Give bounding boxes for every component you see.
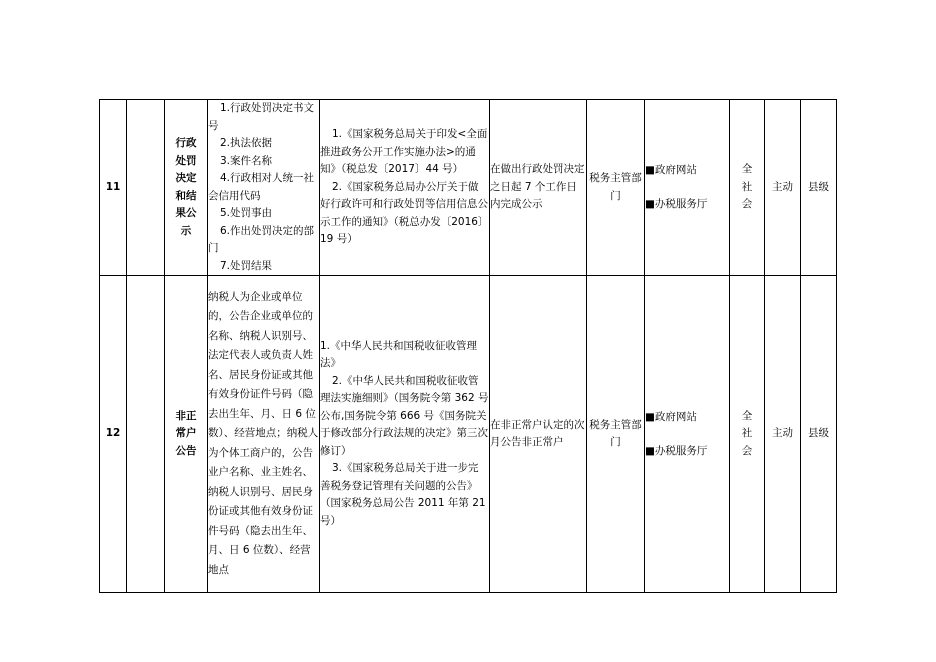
row-number: 12 bbox=[100, 276, 127, 593]
table-row bbox=[100, 276, 837, 593]
scope-char: 全 bbox=[741, 163, 753, 176]
item-name-part: 行政 bbox=[175, 137, 197, 149]
item-name-part: 果公 bbox=[175, 207, 197, 219]
empty-cell bbox=[127, 276, 165, 593]
basis-item: 2.《国家税务总局办公厅关于做好行政许可和行政处罚等信用信息公示工作的通知》（税总办发〔2016〕19 号） bbox=[320, 180, 489, 246]
scope-char: 会 bbox=[741, 444, 753, 457]
scope-char: 社 bbox=[741, 427, 753, 440]
disclosure-content bbox=[208, 276, 320, 593]
scope-char: 全 bbox=[741, 409, 753, 422]
content-line: 3.案件名称 bbox=[220, 154, 273, 167]
time-limit: 在做出行政处罚决定之日起 7 个工作日内完成公示 bbox=[490, 100, 587, 276]
content-text: 纳税人为企业或单位的，公告企业或单位的名称、纳税人识别号、法定代表人或负责人姓名、居民身份证或其他有效身份证件号码（隐去出生年、月、日 6 位数）、经营地点；纳税人为个体工商户的，公告业户名称、业主姓名、纳税人识别号、居民身份证或其他有效身份证件号码（隐去出生年、月、日 6 位数）、经营地点 bbox=[208, 290, 319, 576]
item-name-part: 常户 bbox=[175, 427, 197, 440]
disclosure-scope bbox=[730, 276, 765, 593]
channel-item: ■政府网站 bbox=[645, 164, 697, 176]
basis-item: 1.《中华人民共和国税收征收管理法》 bbox=[320, 339, 478, 370]
disclosure-subject: 税务主管部门 bbox=[587, 100, 645, 276]
basis-item: 3.《国家税务总局关于进一步完善税务登记管理有关问题的公告》（国家税务总局公告 2011 年第 21 号） bbox=[320, 462, 486, 527]
disclosure-content bbox=[208, 100, 320, 276]
scope-char: 会 bbox=[741, 198, 753, 211]
channel-item: ■政府网站 bbox=[645, 410, 697, 423]
disclosure-channels bbox=[645, 276, 730, 593]
item-name-part: 示 bbox=[180, 224, 192, 237]
disclosure-scope bbox=[730, 100, 765, 276]
content-line: 1.行政处罚决定书文号 bbox=[208, 102, 315, 132]
empty-cell bbox=[127, 100, 165, 276]
basis-item: 1.《国家税务总局关于印发<全面推进政务公开工作实施办法>的通知》（税总发〔2017〕44 号） bbox=[320, 128, 488, 176]
content-line: 5.处罚事由 bbox=[220, 207, 273, 219]
item-name-part: 决定 bbox=[175, 172, 197, 184]
channel-item: ■办税服务厅 bbox=[645, 198, 708, 210]
item-name-part: 公告 bbox=[175, 444, 197, 457]
channel-item: ■办税服务厅 bbox=[645, 444, 708, 457]
item-name-part: 非正 bbox=[175, 409, 197, 422]
disclosure-mode: 主动 bbox=[765, 100, 801, 276]
item-name-part: 和结 bbox=[175, 189, 197, 202]
content-line: 7.处罚结果 bbox=[220, 259, 273, 272]
content-line: 6.作出处罚决定的部门 bbox=[208, 224, 315, 254]
legal-basis bbox=[320, 276, 490, 593]
scope-char: 社 bbox=[741, 180, 753, 193]
disclosure-channels bbox=[645, 100, 730, 276]
table-row bbox=[100, 100, 837, 276]
time-limit: 在非正常户认定的次月公告非正常户 bbox=[490, 276, 587, 593]
row-number: 11 bbox=[100, 100, 127, 276]
item-name bbox=[165, 276, 208, 593]
disclosure-mode: 主动 bbox=[765, 276, 801, 593]
disclosure-table bbox=[99, 99, 837, 593]
disclosure-level: 县级 bbox=[801, 276, 837, 593]
content-line: 4.行政相对人统一社会信用代码 bbox=[208, 172, 315, 202]
legal-basis bbox=[320, 100, 490, 276]
disclosure-level: 县级 bbox=[801, 100, 837, 276]
item-name-part: 处罚 bbox=[175, 154, 197, 167]
item-name bbox=[165, 100, 208, 276]
disclosure-subject: 税务主管部门 bbox=[587, 276, 645, 593]
basis-item: 2.《中华人民共和国税收征收管理法实施细则》（国务院令第 362 号公布,国务院令第 666 号《国务院关于修改部分行政法规的决定》第三次修订） bbox=[320, 374, 489, 457]
content-line: 2.执法依据 bbox=[220, 137, 273, 149]
